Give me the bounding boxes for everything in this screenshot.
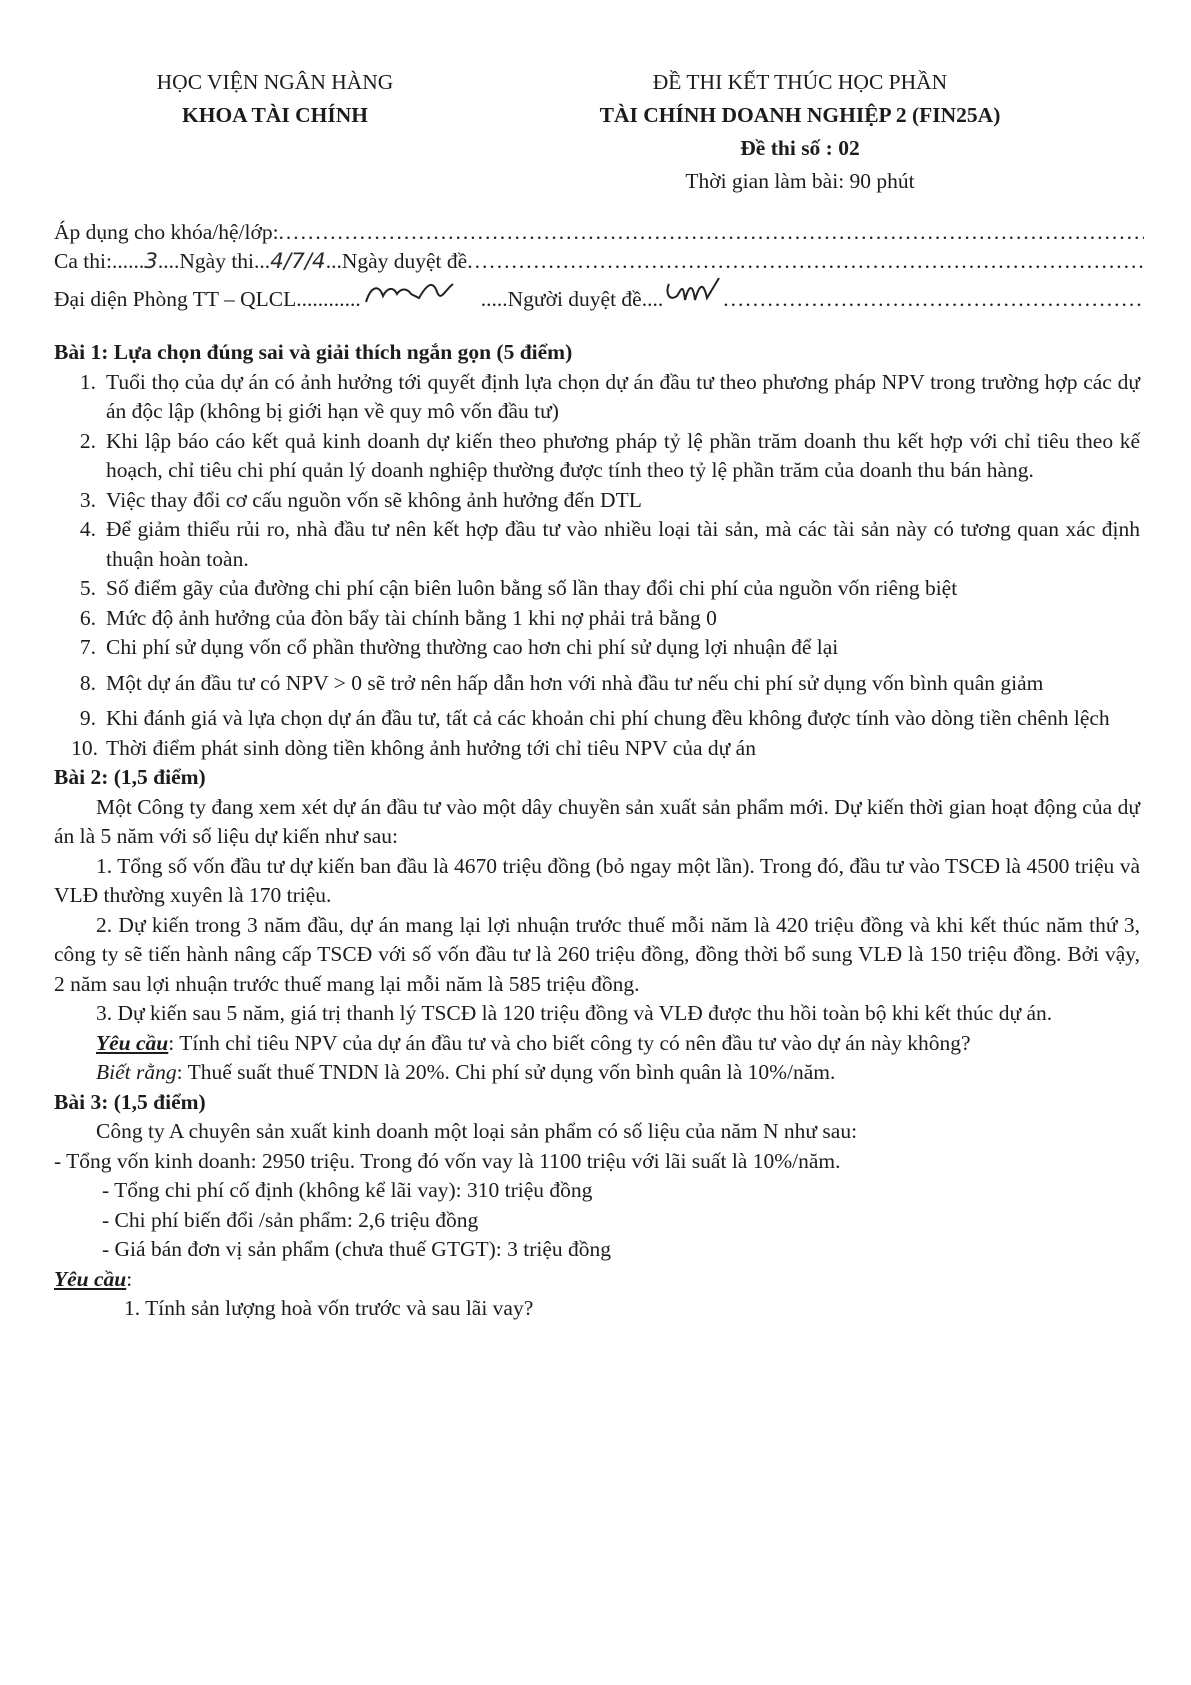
list-item: 10. Thời điểm phát sinh dòng tiền không ảnh hưởng tới chỉ tiêu NPV của dự án xyxy=(71,735,756,760)
applies-line xyxy=(54,218,1144,247)
bai2-point-3: 3. Dự kiến sau 5 năm, giá trị thanh lý TSCĐ là 120 triệu đồng và VLĐ được thu hồi toàn bộ khi kết thúc dự án. xyxy=(96,1001,1053,1025)
bai2-note: Biết rằng: Thuế suất thuế TNDN là 20%. Chi phí sử dụng vốn bình quân là 10%/năm. xyxy=(96,1060,836,1084)
bai1-title: Bài 1: Lựa chọn đúng sai và giải thích ngắn gọn (5 điểm) xyxy=(54,340,573,364)
exam-content xyxy=(54,338,1140,1324)
bai3-line-1: - Tổng vốn kinh doanh: 2950 triệu. Trong đó vốn vay là 1100 triệu với lãi suất là 10%/năm. xyxy=(54,1148,841,1173)
rep-label: Đại diện Phòng TT – QLCL xyxy=(54,287,297,311)
shift-value: 3 xyxy=(144,249,158,274)
list-item: 3. Việc thay đổi cơ cấu nguồn vốn sẽ không ảnh hưởng đến DTL xyxy=(79,487,642,512)
bai3-line-2: - Tổng chi phí cố định (không kể lãi vay): 310 triệu đồng xyxy=(102,1178,593,1202)
header-right xyxy=(500,66,1100,198)
bai2-point-2: 2. Dự kiến trong 3 năm đầu, dự án mang lại lợi nhuận trước thuế mỗi năm là 420 triệu đồng và khi kết thúc năm thứ 3, công ty sẽ tiến hành nâng cấp TSCĐ với số vốn đầu tư là 260 triệu đồng, đồng thời bổ sung VLĐ là 150 triệu đồng. Bởi vậy, 2 năm sau lợi nhuận trước thuế mang lại mỗi năm là 585 triệu đồng. xyxy=(54,912,1140,996)
rep-line: Đại diện Phòng TT – QLCL ............ ..... Người duyệt đề .... ..... xyxy=(54,276,1144,314)
exam-number: Đề thi số : 02 xyxy=(740,136,860,160)
exam-type: ĐỀ THI KẾT THÚC HỌC PHẦN xyxy=(652,70,948,94)
bai2-requirement: Yêu cầu: Tính chỉ tiêu NPV của dự án đầu tư và cho biết công ty có nên đầu tư vào dự án này không? xyxy=(96,1030,971,1055)
list-item: 9. Khi đánh giá và lựa chọn dự án đầu tư, tất cả các khoản chi phí chung đều không được tính vào dòng tiền chênh lệch xyxy=(79,706,1110,730)
bai3-question-1: 1. Tính sản lượng hoà vốn trước và sau lãi vay? xyxy=(124,1296,534,1320)
approve-date-label: Ngày duyệt đề xyxy=(341,249,468,273)
list-item: 4. Để giảm thiểu rủi ro, nhà đầu tư nên kết hợp đầu tư vào nhiều loại tài sản, mà các tài sản này có tương quan xác định thuận hoàn toàn. xyxy=(79,517,1140,571)
exam-meta xyxy=(54,218,1144,314)
shift-label: Ca thi: xyxy=(54,249,112,273)
list-item: 6. Mức độ ảnh hưởng của đòn bẩy tài chính bằng 1 khi nợ phải trả bằng 0 xyxy=(79,605,717,630)
signature-approver xyxy=(663,276,723,306)
list-item: 7. Chi phí sử dụng vốn cổ phần thường thường cao hơn chi phí sử dụng lợi nhuận để lại xyxy=(79,635,839,659)
bai3-line-3: - Chi phí biến đổi /sản phẩm: 2,6 triệu đồng xyxy=(102,1207,479,1232)
dotted-fill xyxy=(467,247,1144,276)
bai3-requirement: Yêu cầu: xyxy=(54,1266,133,1291)
signature-qlcl xyxy=(361,276,481,306)
bai2-intro: Một Công ty đang xem xét dự án đầu tư vào một dây chuyền sản xuất sản phẩm mới. Dự kiến thời gian hoạt động của dự án là 5 năm với số liệu dự kiến như sau: xyxy=(54,794,1140,848)
bai3-intro: Công ty A chuyên sản xuất kinh doanh một loại sản phẩm có số liệu của năm N như sau: xyxy=(96,1119,858,1143)
shift-line: Ca thi: ...... 3 .... Ngày thi ... 4/7/4 ... Ngày duyệt đề ..... xyxy=(54,247,1144,276)
bai3-title: Bài 3: (1,5 điểm) xyxy=(54,1089,206,1114)
applies-label: Áp dụng cho khóa/hệ/lớp: xyxy=(54,220,279,244)
institution-name: HỌC VIỆN NGÂN HÀNG xyxy=(156,70,394,94)
course-title: TÀI CHÍNH DOANH NGHIỆP 2 (FIN25A) xyxy=(599,103,1001,127)
header-left xyxy=(95,66,455,132)
faculty-name: KHOA TÀI CHÍNH xyxy=(182,103,368,127)
list-item: 2. Khi lập báo cáo kết quả kinh doanh dự kiến theo phương pháp tỷ lệ phần trăm doanh thu kết hợp với chỉ tiêu theo kế hoạch, chỉ tiêu chi phí quản lý doanh nghiệp thường được tính theo tỷ lệ phần trăm của doanh thu bán hàng. xyxy=(79,428,1140,482)
list-item: 5. Số điểm gãy của đường chi phí cận biên luôn bằng số lần thay đổi chi phí của nguồn vốn riêng biệt xyxy=(79,576,958,600)
bai3-line-4: - Giá bán đơn vị sản phẩm (chưa thuế GTGT): 3 triệu đồng xyxy=(102,1237,612,1261)
bai2-title: Bài 2: (1,5 điểm) xyxy=(54,765,206,789)
list-item: 1. Tuổi thọ của dự án có ảnh hưởng tới quyết định lựa chọn dự án đầu tư theo phương pháp NPV trong trường hợp các dự án độc lập (không bị giới hạn về quy mô vốn đầu tư) xyxy=(79,369,1140,423)
dotted-fill xyxy=(279,218,1144,247)
dotted-fill xyxy=(723,285,1144,314)
bai2-point-1: 1. Tổng số vốn đầu tư dự kiến ban đầu là 4670 triệu đồng (bỏ ngay một lần). Trong đó, đầu tư vào TSCĐ là 4500 triệu và VLĐ thường xuyên là 170 triệu. xyxy=(54,853,1140,907)
date-value: 4/7/4 xyxy=(270,249,326,274)
bai1-items xyxy=(54,368,1140,764)
approver-label: Người duyệt đề xyxy=(507,287,642,311)
date-label: Ngày thi xyxy=(179,249,255,273)
list-item: 8. Một dự án đầu tư có NPV > 0 sẽ trở nên hấp dẫn hơn với nhà đầu tư nếu chi phí sử dụng vốn bình quân giảm xyxy=(79,670,1044,695)
exam-duration: Thời gian làm bài: 90 phút xyxy=(685,169,915,193)
